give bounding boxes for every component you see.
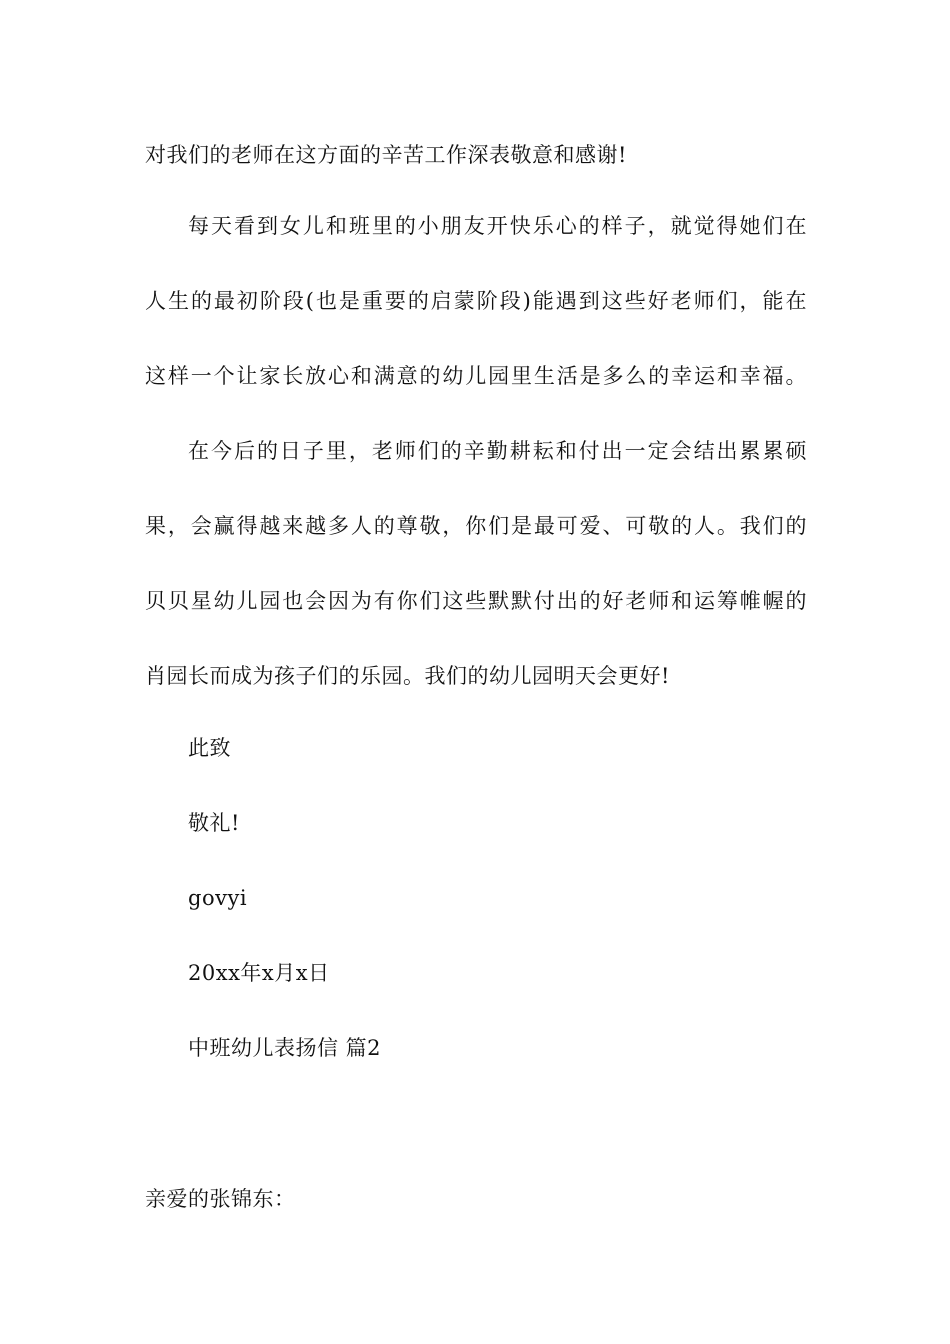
date-line: 20xx年x月x日 bbox=[188, 961, 330, 985]
greeting-line: 亲爱的张锦东： bbox=[145, 1187, 296, 1211]
paragraph-line: 对我们的老师在这方面的辛苦工作深表敬意和感谢! bbox=[145, 143, 627, 167]
paragraph-line: 在今后的日子里，老师们的辛勤耕耘和付出一定会结出累累硕 bbox=[188, 439, 807, 463]
signature-line: govyi bbox=[188, 886, 248, 910]
section-heading: 中班幼儿表扬信 篇2 bbox=[188, 1036, 382, 1060]
paragraph-line: 果，会赢得越来越多人的尊敬，你们是最可爱、可敬的人。我们的 bbox=[145, 514, 807, 538]
paragraph-line: 这样一个让家长放心和满意的幼儿园里生活是多么的幸运和幸福。 bbox=[145, 364, 807, 388]
paragraph-line: 每天看到女儿和班里的小朋友开快乐心的样子，就觉得她们在 bbox=[188, 214, 807, 238]
paragraph-line: 贝贝星幼儿园也会因为有你们这些默默付出的好老师和运筹帷幄的 bbox=[145, 589, 807, 613]
salutation-line: 敬礼! bbox=[188, 811, 240, 835]
salutation-line: 此致 bbox=[188, 736, 231, 760]
paragraph-line: 肖园长而成为孩子们的乐园。我们的幼儿园明天会更好! bbox=[145, 664, 670, 688]
paragraph-line: 人生的最初阶段(也是重要的启蒙阶段)能遇到这些好老师们，能在 bbox=[145, 289, 807, 313]
